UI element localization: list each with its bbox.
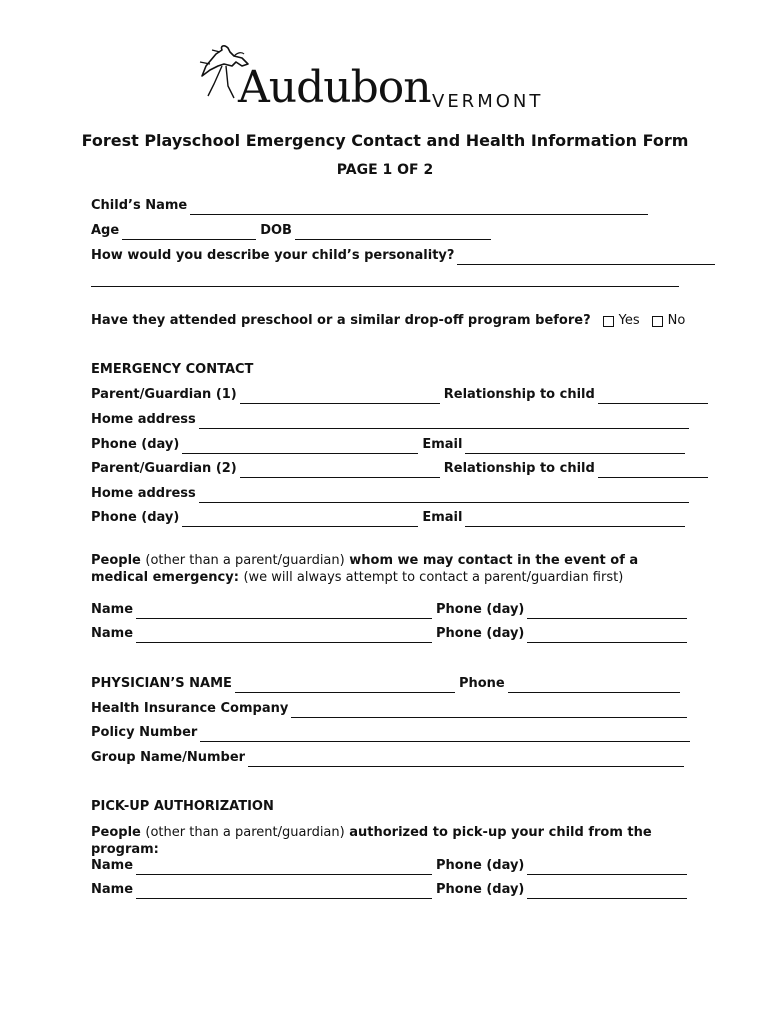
- personality-label: How would you describe your child’s personality?: [91, 248, 455, 263]
- medical-intro-other: (other than a parent/guardian): [145, 553, 345, 568]
- phone1-label: Phone (day): [91, 437, 180, 452]
- medical-name1-label: Name: [91, 602, 134, 617]
- phone-email2-row: [91, 509, 691, 527]
- yes-checkbox[interactable]: [603, 316, 614, 327]
- parent2-row: [91, 460, 691, 478]
- phone2-label: Phone (day): [91, 510, 180, 525]
- child-name-field[interactable]: [190, 201, 648, 215]
- no-checkbox[interactable]: [652, 316, 663, 327]
- dob-label: DOB: [260, 223, 292, 238]
- email2-label: Email: [422, 510, 463, 525]
- medical-name2-field[interactable]: [136, 629, 432, 643]
- personality-field-continued[interactable]: [91, 286, 679, 287]
- home-address2-row: [91, 485, 691, 503]
- pickup-contact1-row: [91, 857, 691, 875]
- medical-name2-label: Name: [91, 626, 134, 641]
- personality-row: [91, 247, 691, 265]
- insurance-field[interactable]: [291, 704, 687, 718]
- email2-field[interactable]: [465, 513, 685, 527]
- personality-field[interactable]: [457, 251, 715, 265]
- pickup-name2-field[interactable]: [136, 885, 432, 899]
- emergency-contact-heading: EMERGENCY CONTACT: [91, 362, 254, 377]
- policy-row: [91, 724, 691, 742]
- relationship1-label: Relationship to child: [443, 387, 595, 402]
- parent1-row: [91, 386, 691, 404]
- physician-phone-label: Phone: [458, 676, 505, 691]
- email1-label: Email: [422, 437, 463, 452]
- group-field[interactable]: [248, 753, 684, 767]
- physician-name-field[interactable]: [235, 679, 455, 693]
- pickup-name2-label: Name: [91, 882, 134, 897]
- pickup-phone2-label: Phone (day): [436, 882, 525, 897]
- home-address2-label: Home address: [91, 486, 196, 501]
- audubon-vermont-logo: [198, 40, 578, 120]
- preschool-question: Have they attended preschool or a similar drop-off program before?: [91, 313, 591, 328]
- parent2-field[interactable]: [240, 464, 440, 478]
- parent1-field[interactable]: [240, 390, 440, 404]
- medical-contact-intro: [91, 552, 671, 586]
- preschool-no-option[interactable]: [652, 312, 686, 330]
- medical-contact1-row: [91, 601, 691, 619]
- pickup-heading: PICK-UP AUTHORIZATION: [91, 799, 274, 814]
- parent2-label: Parent/Guardian (2): [91, 461, 237, 476]
- relationship1-field[interactable]: [598, 390, 708, 404]
- policy-field[interactable]: [200, 728, 690, 742]
- pickup-name1-field[interactable]: [136, 861, 432, 875]
- phone-email1-row: [91, 436, 691, 454]
- parent1-label: Parent/Guardian (1): [91, 387, 237, 402]
- medical-phone2-field[interactable]: [527, 629, 687, 643]
- home-address1-field[interactable]: [199, 415, 689, 429]
- preschool-row: [91, 312, 691, 330]
- group-label: Group Name/Number: [91, 750, 246, 765]
- child-name-label: Child’s Name: [91, 198, 188, 213]
- age-label: Age: [91, 223, 120, 238]
- logo-wordmark: Audubon: [238, 62, 431, 113]
- pickup-phone2-field[interactable]: [527, 885, 687, 899]
- insurance-label: Health Insurance Company: [91, 701, 289, 716]
- pickup-contact2-row: [91, 881, 691, 899]
- pickup-intro-people: People: [91, 825, 141, 840]
- pickup-name1-label: Name: [91, 858, 134, 873]
- physician-row: [91, 675, 691, 693]
- medical-contact2-row: [91, 625, 691, 643]
- insurance-row: [91, 700, 691, 718]
- pickup-intro-other: (other than a parent/guardian): [145, 825, 345, 840]
- pickup-phone1-label: Phone (day): [436, 858, 525, 873]
- medical-phone2-label: Phone (day): [436, 626, 525, 641]
- page-indicator: PAGE 1 OF 2: [336, 162, 434, 178]
- phone1-field[interactable]: [182, 440, 418, 454]
- preschool-yes-option[interactable]: [603, 312, 640, 330]
- phone2-field[interactable]: [182, 513, 418, 527]
- medical-intro-contact: whom we may contact in the event of a medical emergency:: [91, 553, 639, 585]
- home-address1-label: Home address: [91, 412, 196, 427]
- age-field[interactable]: [122, 226, 256, 240]
- yes-label: Yes: [618, 313, 640, 328]
- group-row: [91, 749, 691, 767]
- age-dob-row: [91, 222, 691, 240]
- home-address1-row: [91, 411, 691, 429]
- medical-intro-people: People: [91, 553, 141, 568]
- medical-intro-note: (we will always attempt to contact a parent/guardian first): [243, 570, 624, 585]
- physician-phone-field[interactable]: [508, 679, 680, 693]
- home-address2-field[interactable]: [199, 489, 689, 503]
- dob-field[interactable]: [295, 226, 491, 240]
- physician-name-label: PHYSICIAN’S NAME: [91, 676, 232, 691]
- pickup-phone1-field[interactable]: [527, 861, 687, 875]
- logo-region: VERMONT: [432, 91, 544, 112]
- medical-name1-field[interactable]: [136, 605, 432, 619]
- pickup-intro: [91, 824, 671, 858]
- child-name-row: [91, 197, 691, 215]
- email1-field[interactable]: [465, 440, 685, 454]
- medical-phone1-field[interactable]: [527, 605, 687, 619]
- medical-phone1-label: Phone (day): [436, 602, 525, 617]
- relationship2-label: Relationship to child: [443, 461, 595, 476]
- no-label: No: [667, 313, 686, 328]
- form-title: Forest Playschool Emergency Contact and Health Information Form: [81, 131, 689, 150]
- relationship2-field[interactable]: [598, 464, 708, 478]
- pickup-intro-authorized: authorized to pick-up your child from the program:: [91, 825, 652, 857]
- policy-label: Policy Number: [91, 725, 198, 740]
